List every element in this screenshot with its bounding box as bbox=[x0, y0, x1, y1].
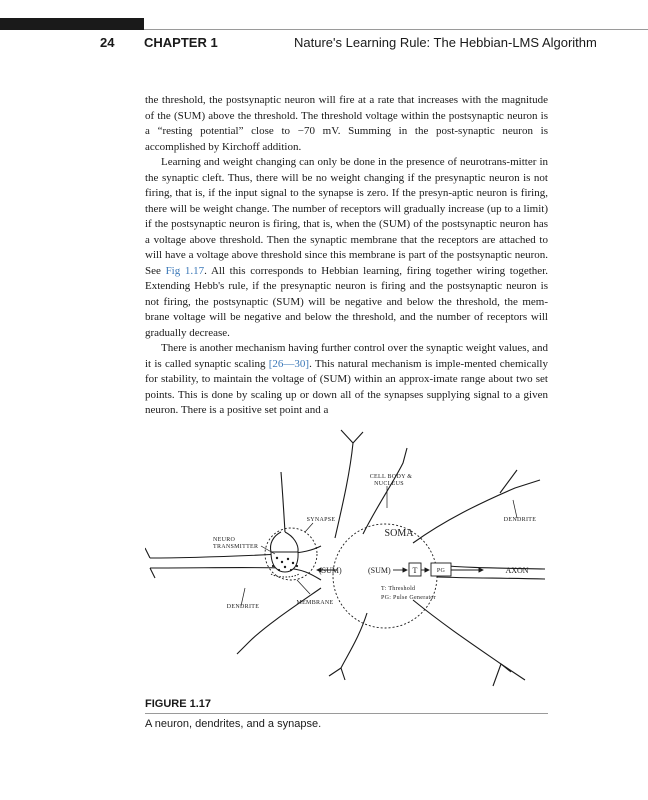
dendrite-top bbox=[335, 443, 353, 538]
paragraph-text: Learning and weight changing can only be done in the presence of neurotrans-mitter in the synaptic cleft. Thus, there will be no weight changing if the presynaptic neuron is not firing, that is, if the input signal to the synapse is zero. If the presyn-aptic neuron is firing, there will be weight change. The number of receptors will gradually increase (up to a limit) if the postsynaptic neuron is firing, that is, when the (SUM) of the postsynaptic neuron has a voltage above threshold. Then the synaptic membrane that the receptors are attached to will have a voltage above threshold since this membrane is part of the postsynaptic neuron. See bbox=[145, 156, 548, 277]
vesicle bbox=[296, 565, 298, 567]
dendrite-top-branch bbox=[341, 430, 363, 443]
paragraph bbox=[145, 341, 548, 419]
figure-reference-link[interactable]: Fig 1.17 bbox=[165, 264, 205, 277]
pointer-neurotransmitter bbox=[261, 546, 275, 554]
vesicle bbox=[292, 562, 294, 564]
dendrite-bottom-branch bbox=[329, 668, 341, 676]
label-dendrite-right: DENDRITE bbox=[503, 517, 537, 523]
vesicle bbox=[284, 566, 286, 568]
vesicle bbox=[278, 569, 280, 571]
label-soma: SOMA bbox=[384, 528, 414, 539]
dendrite-right-upper bbox=[413, 480, 540, 543]
citation-link[interactable]: [26—30] bbox=[268, 357, 310, 370]
paragraph-text: . All this corresponds to Hebbian learning, firing together wiring together. Extending Hebb's rule, if the presynaptic neuron is firing and the postsynaptic neuron is not firing, the postsynaptic (SUM) will be negative and below the threshold, the mem-brane voltage will be negative and below the threshold, and the number of receptors will gradually decrease. bbox=[145, 264, 548, 339]
label-nucleus: NUCLEUS bbox=[374, 481, 404, 487]
presynaptic-axon bbox=[281, 472, 285, 532]
pointer-dendrite-right bbox=[513, 500, 517, 518]
label-pulse-generator-box: PG bbox=[436, 568, 446, 574]
pointer-synapse bbox=[305, 523, 313, 532]
presynaptic-axon-right bbox=[285, 532, 298, 552]
paragraph-text: There is another mechanism having further control over the synaptic weight values, and it is called synaptic scaling bbox=[145, 342, 548, 370]
vesicle bbox=[272, 565, 274, 567]
label-legend-threshold: T: Threshold bbox=[381, 586, 416, 592]
figure-label: FIGURE 1.17 bbox=[145, 698, 212, 710]
running-header bbox=[100, 35, 640, 55]
label-synapse: SYNAPSE bbox=[306, 517, 336, 523]
label-threshold-box: T bbox=[412, 566, 418, 575]
neuron-figure bbox=[145, 428, 550, 698]
chapter-label: CHAPTER 1 bbox=[144, 35, 218, 50]
presynaptic-axon-left bbox=[270, 532, 281, 552]
input-branch-left bbox=[145, 548, 155, 578]
chapter-title: Nature's Learning Rule: The Hebbian-LMS Algorithm bbox=[294, 35, 597, 50]
paragraph-text: the threshold, the postsynaptic neuron will fire at a rate that increases with the magnitude of the (SUM) above the threshold. The threshold voltage within the postsynaptic neuron is a “resting potential” close to −70 mV. Summing in the post-synaptic neuron is accomplished by Kirchoff addition. bbox=[145, 94, 548, 153]
vesicle bbox=[276, 557, 278, 559]
label-dendrite-left: DENDRITE bbox=[226, 604, 260, 610]
dendrite-top-right bbox=[363, 448, 407, 534]
label-sum-synapse: (SUM) bbox=[319, 566, 342, 575]
label-cell-body: CELL BODY & bbox=[369, 474, 413, 480]
dendrite-right-branch bbox=[500, 470, 517, 493]
axon-line-lower bbox=[437, 577, 545, 579]
label-membrane: MEMBRANE bbox=[296, 600, 334, 606]
pointer-membrane bbox=[297, 580, 310, 594]
page-number: 24 bbox=[100, 35, 115, 50]
body-text bbox=[145, 93, 548, 419]
figure-caption: A neuron, dendrites, and a synapse. bbox=[145, 718, 322, 730]
neuron-diagram bbox=[145, 428, 550, 698]
paragraph bbox=[145, 155, 548, 341]
input-dendrite-lower bbox=[150, 568, 321, 580]
vesicle bbox=[287, 558, 289, 560]
vesicle bbox=[281, 561, 283, 563]
header-bar bbox=[0, 18, 144, 30]
label-sum-soma: (SUM) bbox=[368, 566, 391, 575]
paragraph bbox=[145, 93, 548, 155]
paragraph-text: . This natural mechanism is imple-mented chemically for stability, to maintain the voltage of (SUM) within an approx-imate range about two set points. This is done by scaling up or down all of the synapses supplying signal to a given neuron. There is a positive set point and a bbox=[145, 357, 548, 416]
caption-rule bbox=[145, 713, 548, 714]
dendrite-lower-left bbox=[237, 588, 321, 654]
dendrite-bottom-right-branch bbox=[493, 664, 525, 686]
label-legend-pulse-generator: PG: Pulse Generator bbox=[381, 595, 437, 601]
figure-caption-block bbox=[145, 697, 548, 731]
vesicle bbox=[290, 569, 292, 571]
label-neurotransmitter-line1: NEURO bbox=[213, 537, 236, 543]
label-neurotransmitter-line2: TRANSMITTER bbox=[213, 544, 259, 550]
label-axon: AXON bbox=[505, 566, 529, 575]
dendrite-bottom-right bbox=[413, 600, 511, 672]
header-rule bbox=[144, 29, 648, 30]
axon-line-upper bbox=[437, 565, 545, 569]
